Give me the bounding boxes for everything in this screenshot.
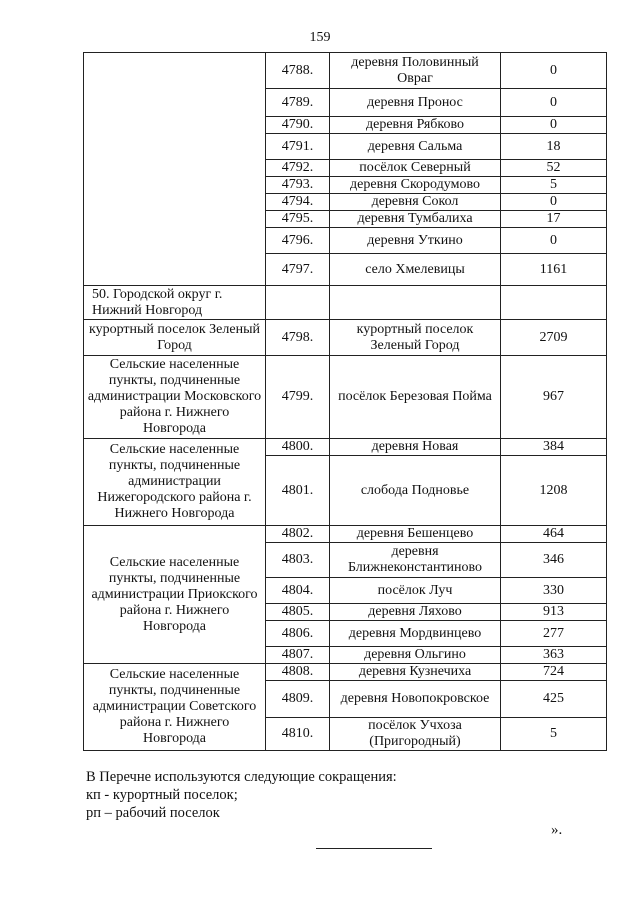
number-cell: 4792. <box>266 160 330 177</box>
population-cell: 967 <box>501 356 607 439</box>
number-cell: 4806. <box>266 621 330 647</box>
number-cell: 4808. <box>266 664 330 681</box>
settlement-cell: деревня Сальма <box>330 134 501 160</box>
district-cell: Сельские населенные пункты, подчиненные администрации Советского района г. Нижнего Новгорода <box>84 664 266 751</box>
population-cell: 425 <box>501 681 607 718</box>
settlement-cell: посёлок Северный <box>330 160 501 177</box>
population-cell <box>501 286 607 320</box>
settlement-cell: посёлок Луч <box>330 578 501 604</box>
population-cell: 0 <box>501 228 607 254</box>
settlement-cell: деревня Ближнеконстантиново <box>330 543 501 578</box>
number-cell: 4796. <box>266 228 330 254</box>
settlement-cell: посёлок Березовая Пойма <box>330 356 501 439</box>
table-row <box>84 664 607 681</box>
district-cell: 50. Городской округ г. Нижний Новгород <box>84 286 266 320</box>
settlement-cell <box>330 286 501 320</box>
settlements-table <box>83 52 607 751</box>
number-cell: 4795. <box>266 211 330 228</box>
table-body <box>84 53 607 751</box>
settlement-cell: деревня Половинный Овраг <box>330 53 501 89</box>
settlement-cell: деревня Ольгино <box>330 647 501 664</box>
closing-quote: ». <box>551 822 563 838</box>
settlement-cell: деревня Кузнечиха <box>330 664 501 681</box>
number-cell: 4794. <box>266 194 330 211</box>
number-cell: 4798. <box>266 320 330 356</box>
number-cell: 4805. <box>266 604 330 621</box>
number-cell: 4790. <box>266 117 330 134</box>
population-cell: 1161 <box>501 254 607 286</box>
settlement-cell: село Хмелевицы <box>330 254 501 286</box>
number-cell: 4809. <box>266 681 330 718</box>
footnote-kp: кп - курортный поселок; <box>86 787 238 803</box>
table-row <box>84 526 607 543</box>
population-cell: 330 <box>501 578 607 604</box>
table-row <box>84 286 607 320</box>
page-number: 159 <box>309 30 331 45</box>
number-cell: 4791. <box>266 134 330 160</box>
population-cell: 2709 <box>501 320 607 356</box>
settlement-cell: деревня Новая <box>330 439 501 456</box>
settlement-cell: слобода Подновье <box>330 456 501 526</box>
population-cell: 52 <box>501 160 607 177</box>
number-cell: 4807. <box>266 647 330 664</box>
population-cell: 0 <box>501 53 607 89</box>
population-cell: 384 <box>501 439 607 456</box>
district-cell: курортный поселок Зеленый Город <box>84 320 266 356</box>
number-cell: 4802. <box>266 526 330 543</box>
number-cell: 4800. <box>266 439 330 456</box>
number-cell: 4801. <box>266 456 330 526</box>
population-cell: 913 <box>501 604 607 621</box>
settlement-cell: деревня Новопокровское <box>330 681 501 718</box>
number-cell: 4799. <box>266 356 330 439</box>
number-cell: 4797. <box>266 254 330 286</box>
population-cell: 1208 <box>501 456 607 526</box>
district-cell: Сельские населенные пункты, подчиненные администрации Нижегородского района г. Нижнего Новгорода <box>84 439 266 526</box>
settlement-cell: деревня Сокол <box>330 194 501 211</box>
population-cell: 464 <box>501 526 607 543</box>
settlement-cell: деревня Ляхово <box>330 604 501 621</box>
population-cell: 277 <box>501 621 607 647</box>
district-cell: Сельские населенные пункты, подчиненные администрации Московского района г. Нижнего Новгорода <box>84 356 266 439</box>
number-cell: 4810. <box>266 718 330 751</box>
settlement-cell: деревня Уткино <box>330 228 501 254</box>
settlement-cell: посёлок Учхоза (Пригородный) <box>330 718 501 751</box>
population-cell: 0 <box>501 117 607 134</box>
population-cell: 0 <box>501 194 607 211</box>
district-cell <box>84 53 266 286</box>
population-cell: 0 <box>501 89 607 117</box>
number-cell: 4803. <box>266 543 330 578</box>
settlement-cell: деревня Пронос <box>330 89 501 117</box>
number-cell <box>266 286 330 320</box>
settlement-cell: курортный поселок Зеленый Город <box>330 320 501 356</box>
footnote-rp: рп – рабочий поселок <box>86 805 220 821</box>
population-cell: 5 <box>501 718 607 751</box>
population-cell: 346 <box>501 543 607 578</box>
population-cell: 5 <box>501 177 607 194</box>
table-row <box>84 320 607 356</box>
settlement-cell: деревня Скородумово <box>330 177 501 194</box>
number-cell: 4793. <box>266 177 330 194</box>
settlement-cell: деревня Бешенцево <box>330 526 501 543</box>
settlement-cell: деревня Мордвинцево <box>330 621 501 647</box>
number-cell: 4804. <box>266 578 330 604</box>
population-cell: 363 <box>501 647 607 664</box>
population-cell: 17 <box>501 211 607 228</box>
table-row <box>84 439 607 456</box>
table-row <box>84 356 607 439</box>
separator-line <box>316 848 432 849</box>
number-cell: 4788. <box>266 53 330 89</box>
population-cell: 724 <box>501 664 607 681</box>
number-cell: 4789. <box>266 89 330 117</box>
settlement-cell: деревня Тумбалиха <box>330 211 501 228</box>
population-cell: 18 <box>501 134 607 160</box>
table-row <box>84 53 607 89</box>
district-cell: Сельские населенные пункты, подчиненные администрации Приокского района г. Нижнего Новгорода <box>84 526 266 664</box>
footnote-abbreviations-intro: В Перечне используются следующие сокращения: <box>86 769 397 785</box>
settlement-cell: деревня Рябково <box>330 117 501 134</box>
